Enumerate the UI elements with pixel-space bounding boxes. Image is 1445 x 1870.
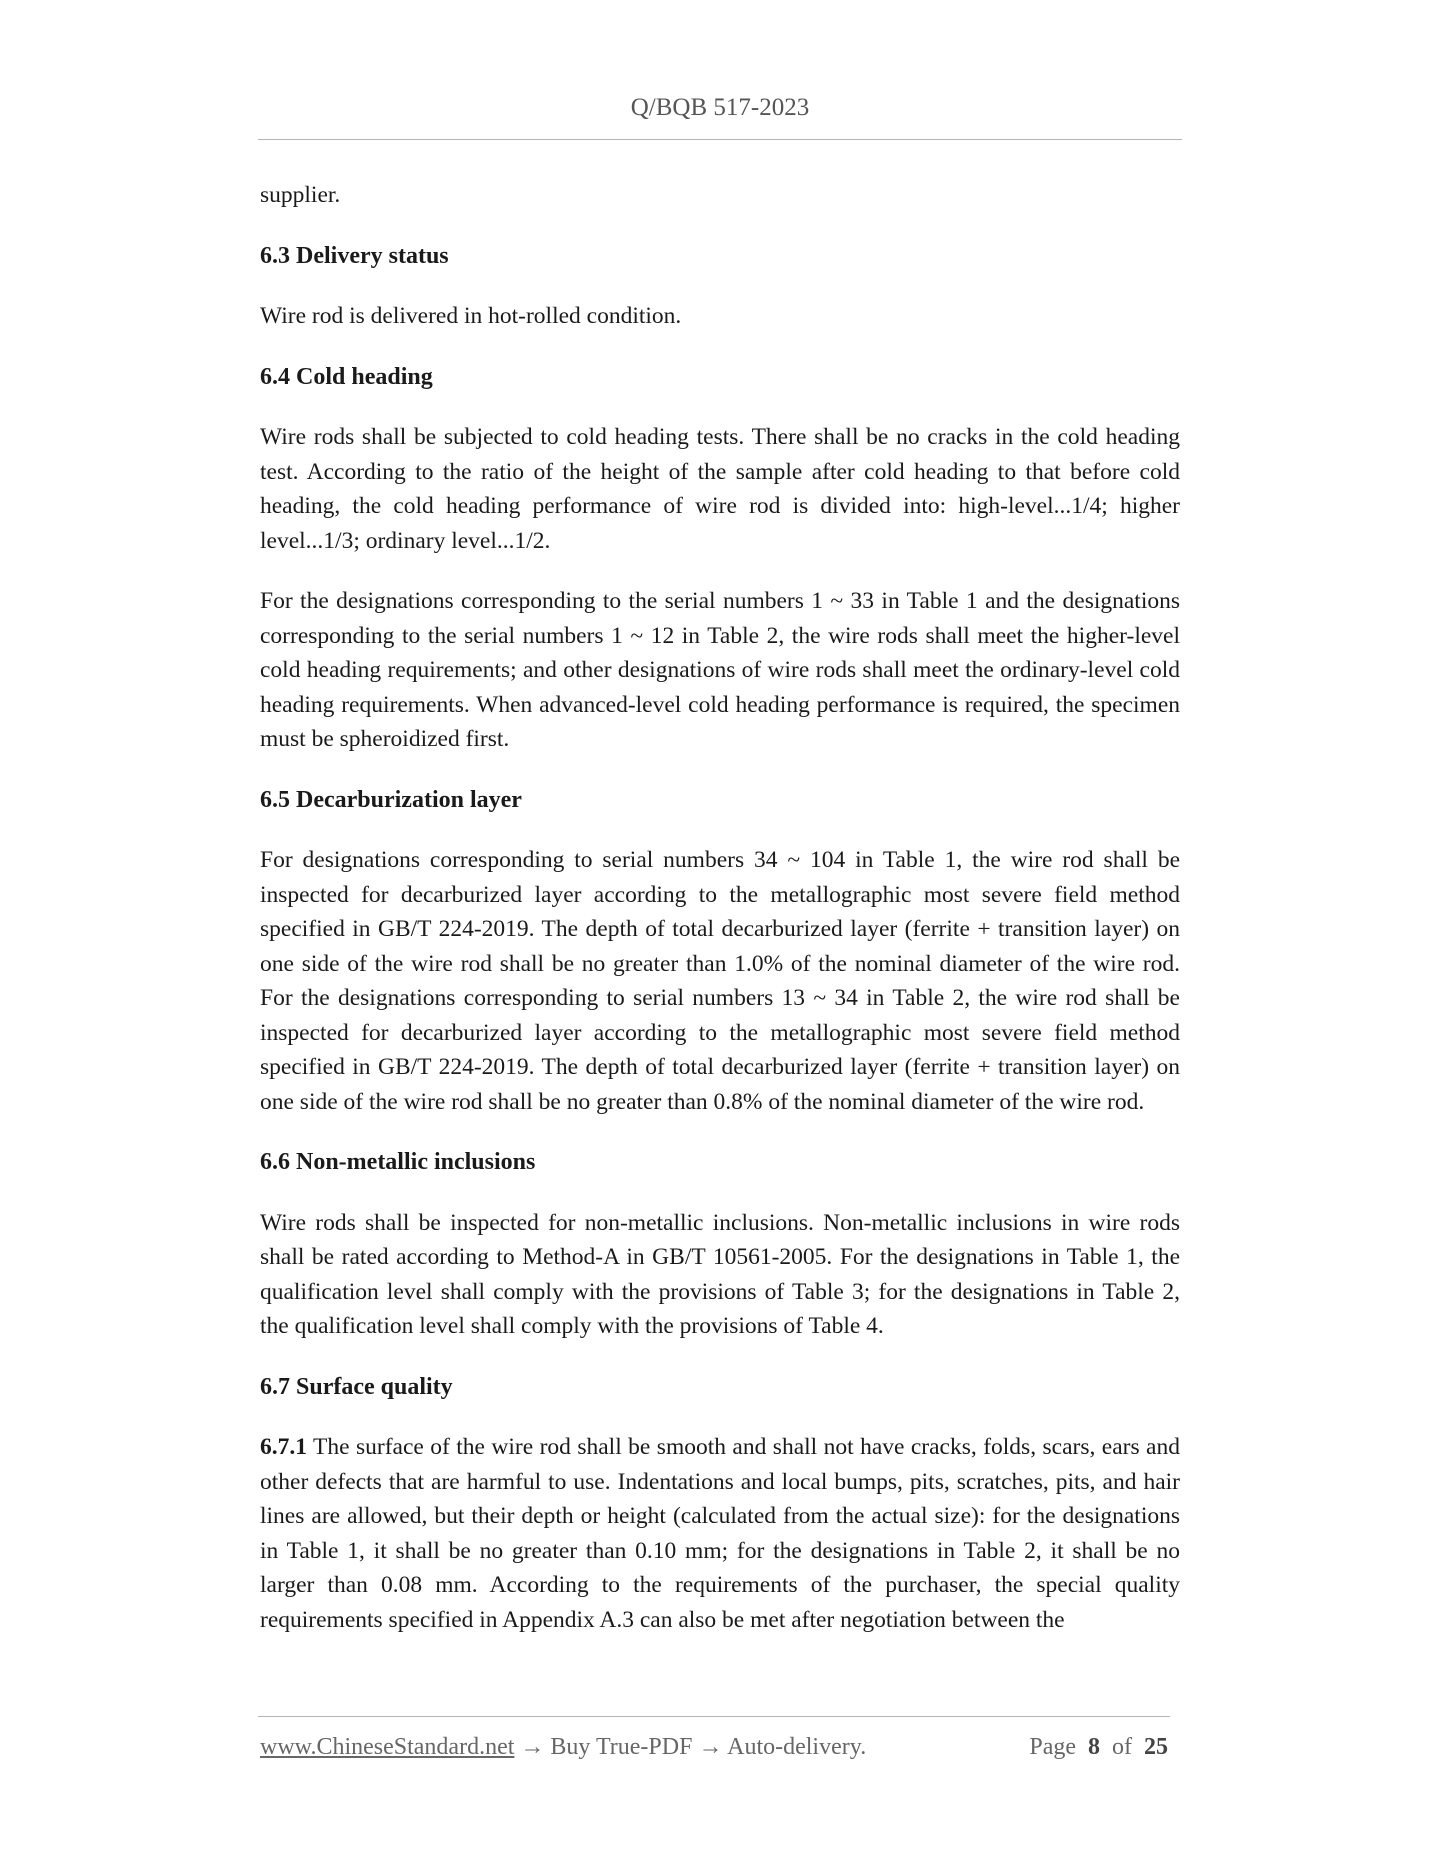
paragraph-delivery-status: Wire rod is delivered in hot-rolled condition. (260, 303, 682, 329)
paragraph-decarburization: For designations corresponding to serial numbers 34 ~ 104 in Table 1, the wire rod shall be inspected for decarburized layer according to the metallographic most severe field method specified in GB/T 224-2019. The depth of total decarburized layer (ferrite + transition layer) on one side of the wire rod shall be no greater than 1.0% of the nominal diameter of the wire rod. For the designations corresponding to serial numbers 13 ~ 34 in Table 2, the wire rod shall be inspected for decarburized layer according to the metallographic most severe field method specified in GB/T 224-2019. The depth of total decarburized layer (ferrite + transition layer) on one side of the wire rod shall be no greater than 0.8% of the nominal diameter of the wire rod. (260, 847, 1180, 1115)
paragraph-cold-heading-1: Wire rods shall be subjected to cold heading tests. There shall be no cracks in the cold heading test. According to the ratio of the height of the sample after cold heading to that before cold heading, the cold heading performance of wire rod is divided into: high-level...1/4; higher level...1/3; ordinary level...1/2. (260, 424, 1180, 554)
paragraph-inclusions: Wire rods shall be inspected for non-metallic inclusions. Non-metallic inclusions in wire rods shall be rated according to Method-A in GB/T 10561-2005. For the designations in Table 1, the qualification level shall comply with the provisions of Table 3; for the designations in Table 2, the qualification level shall comply with the provisions of Table 4. (260, 1209, 1180, 1339)
clause-text-6-7-1: The surface of the wire rod shall be smooth and shall not have cracks, folds, scars, ears and other defects that are harmful to use. Indentations and local bumps, pits, scratches, pits, and hair lines are allowed, but their depth or height (calculated from the actual size): for the designations in Table 1, it shall be no greater than 0.10 mm; for the designations in Table 2, it shall be no larger than 0.08 mm. According to the requirements of the purchaser, the special quality requirements specified in Appendix A.3 can also be met after negotiation between the (260, 1434, 1180, 1633)
site-link[interactable]: www.ChineseStandard.net (260, 1734, 515, 1760)
paragraph-cold-heading-2: For the designations corresponding to the serial numbers 1 ~ 33 in Table 1 and the designations corresponding to the serial numbers 1 ~ 12 in Table 2, the wire rods shall meet the higher-level cold heading requirements; and other designations of wire rods shall meet the ordinary-level cold heading requirements. When advanced-level cold heading performance is required, the specimen must be spheroidized first. (260, 588, 1180, 752)
page-of-label: of (1112, 1734, 1132, 1760)
page-label: Page (1029, 1734, 1076, 1760)
paragraph-surface-quality (260, 1430, 1180, 1637)
section-heading-6-4: 6.4 Cold heading (260, 363, 433, 390)
document-code-header: Q/BQB 517-2023 (630, 94, 810, 121)
section-heading-6-5: 6.5 Decarburization layer (260, 786, 522, 813)
document-body (260, 178, 1180, 1663)
page-current: 8 (1088, 1734, 1100, 1760)
header-divider (258, 139, 1182, 140)
page-footer (260, 1734, 1168, 1768)
footer-promo (260, 1734, 866, 1761)
page-total: 25 (1144, 1734, 1168, 1760)
footer-divider (258, 1716, 1170, 1717)
promo-text: → Buy True-PDF → Auto-delivery. (514, 1734, 867, 1760)
clause-number-6-7-1: 6.7.1 (260, 1434, 307, 1460)
paragraph-continuation: supplier. (260, 182, 341, 208)
page-indicator (1029, 1734, 1168, 1761)
section-heading-6-6: 6.6 Non-metallic inclusions (260, 1149, 536, 1175)
section-heading-6-3: 6.3 Delivery status (260, 242, 449, 269)
section-heading-6-7: 6.7 Surface quality (260, 1373, 453, 1400)
